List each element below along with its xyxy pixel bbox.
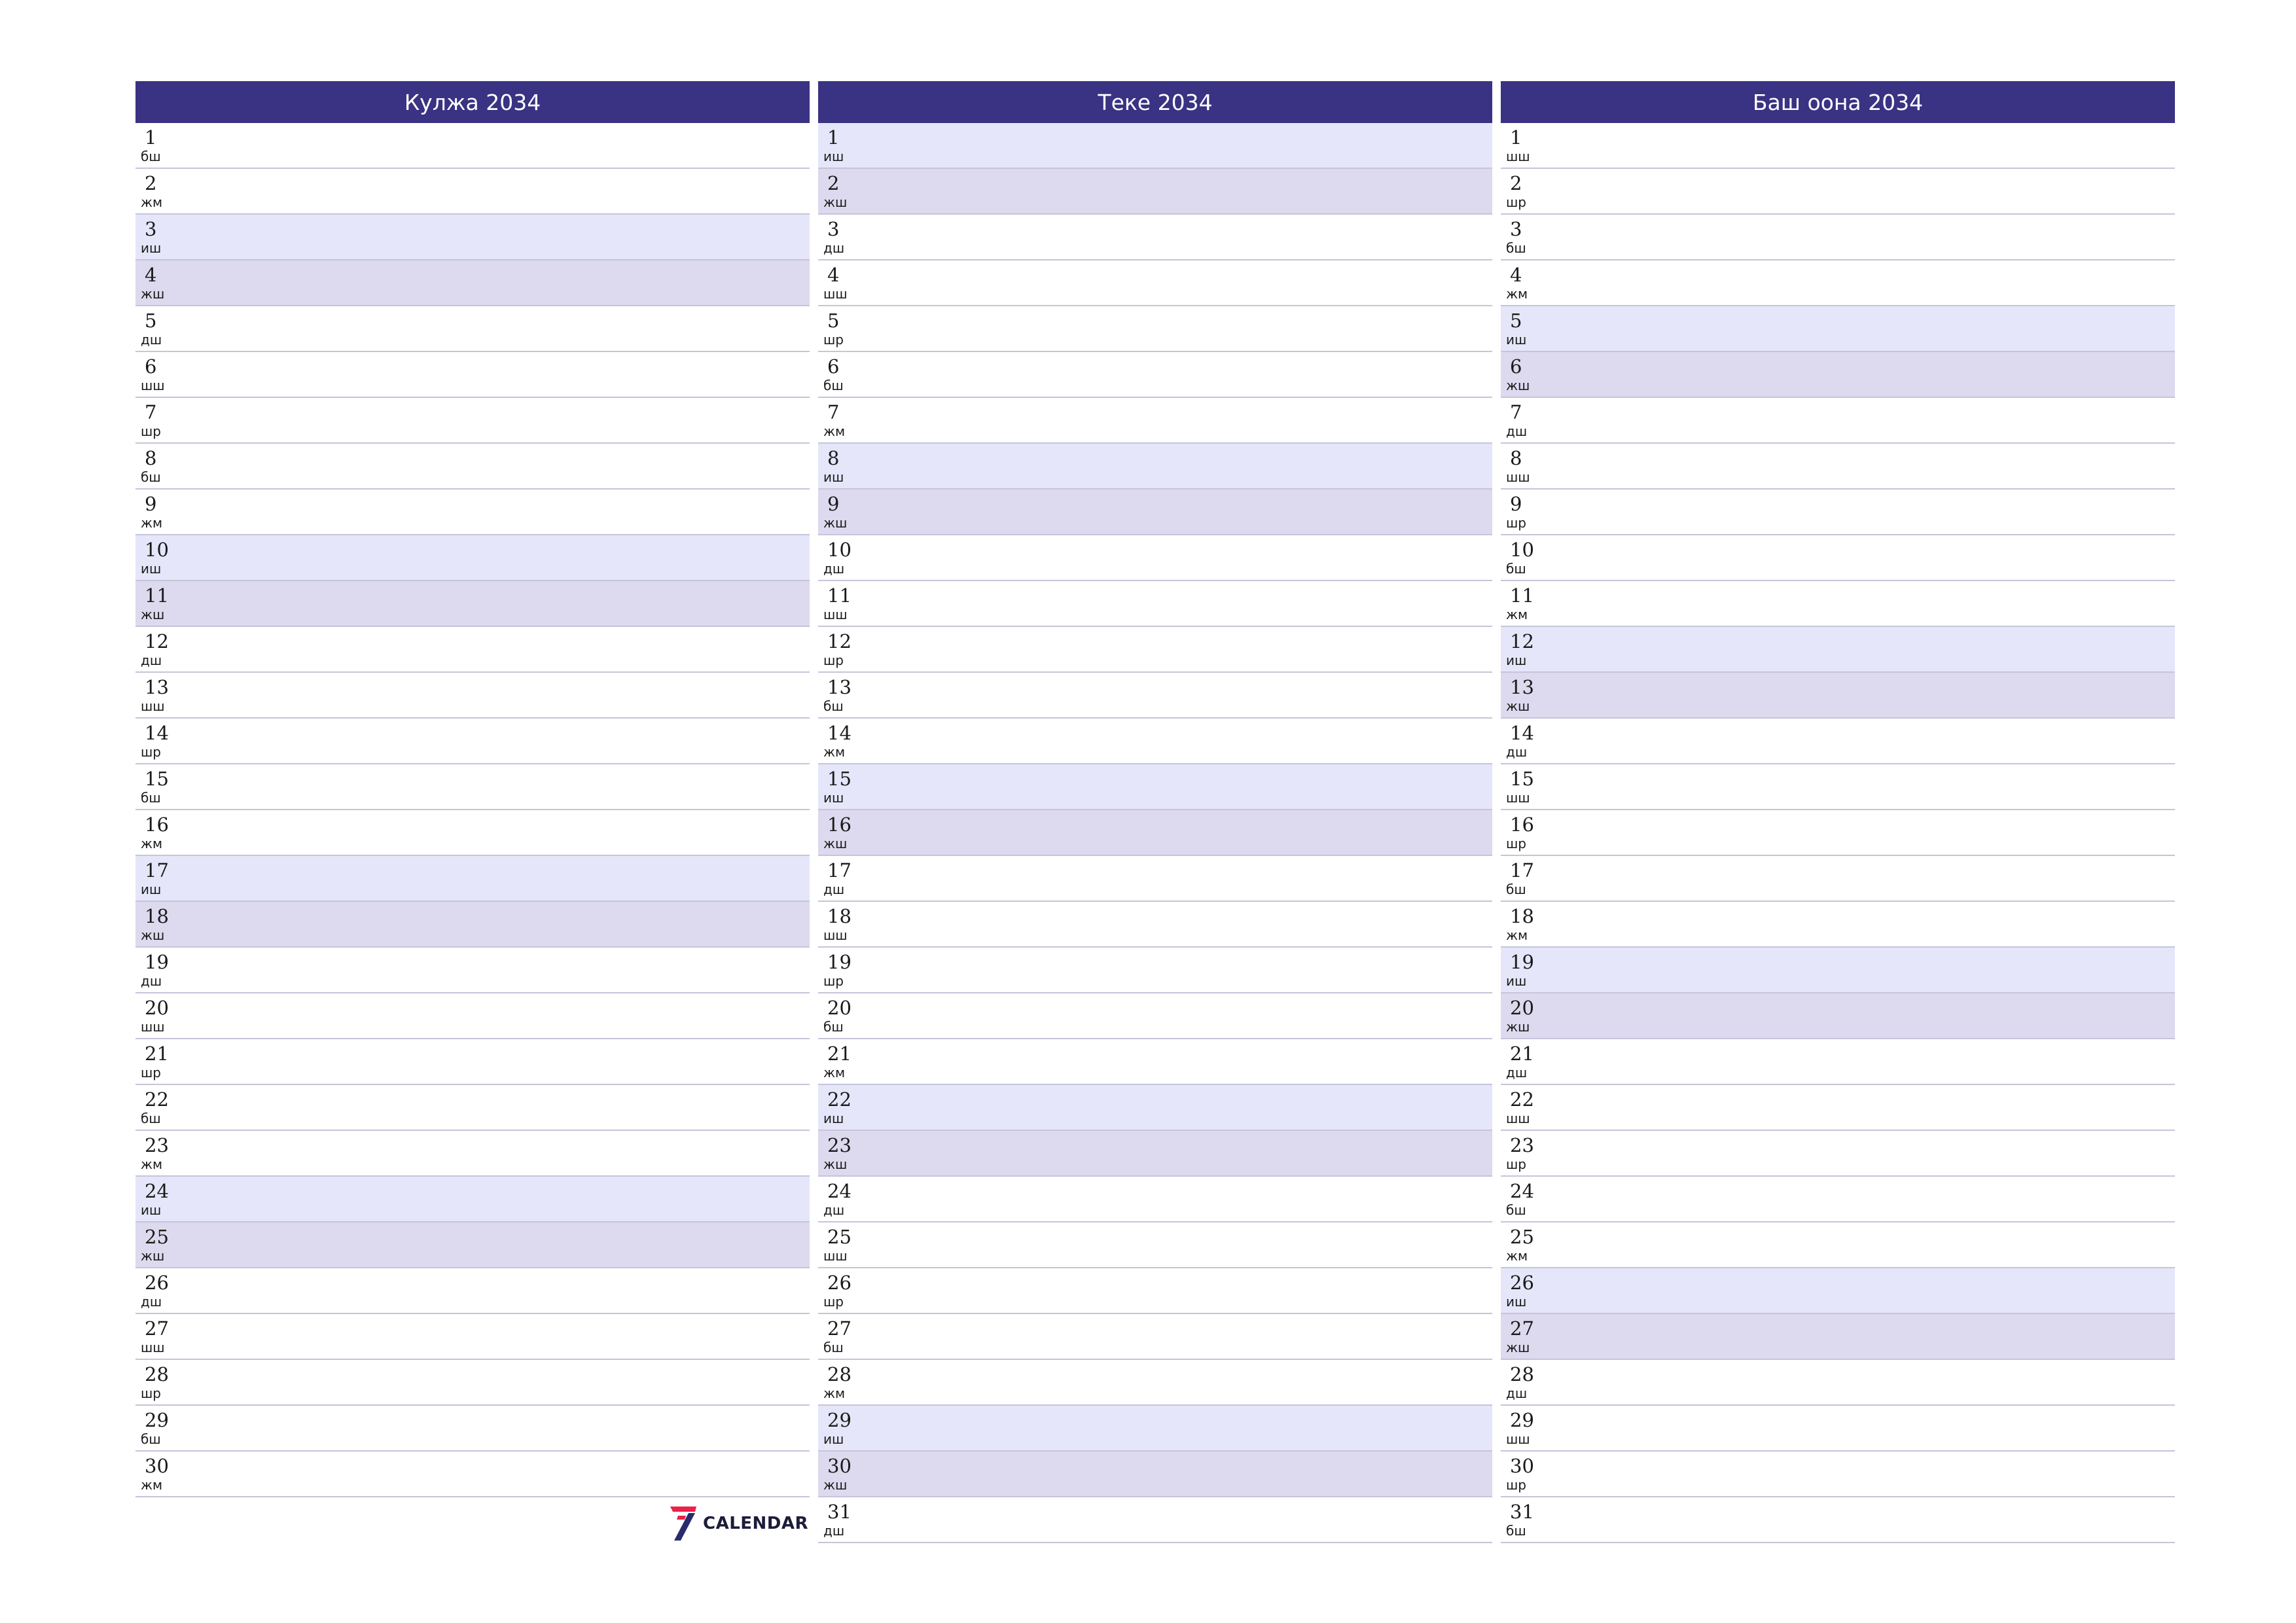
weekday-abbr: бш [823, 1019, 844, 1035]
day-number: 8 [145, 447, 157, 469]
day-row[interactable] [1501, 215, 2175, 260]
weekday-abbr: жш [141, 1248, 165, 1264]
day-row[interactable] [818, 1177, 1492, 1222]
weekday-abbr: шр [823, 652, 844, 668]
day-number: 5 [145, 310, 157, 332]
weekday-abbr: бш [1506, 240, 1526, 256]
day-number: 27 [827, 1317, 852, 1340]
day-row[interactable] [818, 1085, 1492, 1131]
day-row[interactable] [1501, 856, 2175, 902]
day-number: 11 [827, 584, 852, 607]
weekday-abbr: дш [1506, 1385, 1528, 1401]
day-number: 29 [827, 1409, 852, 1431]
day-row[interactable] [1501, 1360, 2175, 1406]
day-number: 17 [827, 859, 852, 882]
day-row[interactable] [135, 260, 810, 306]
month-title: Теке 2034 [1098, 89, 1213, 115]
weekday-abbr: шр [823, 1294, 844, 1310]
day-row[interactable] [818, 1039, 1492, 1085]
day-number: 5 [1510, 310, 1522, 332]
day-row[interactable] [135, 581, 810, 627]
weekday-abbr: жм [823, 744, 846, 760]
weekday-abbr: дш [1506, 423, 1528, 439]
day-number: 18 [145, 905, 169, 927]
weekday-abbr: жш [1506, 1340, 1530, 1355]
month-header [1501, 81, 2175, 123]
day-number: 23 [1510, 1134, 1534, 1156]
day-number: 31 [1510, 1501, 1534, 1523]
day-row[interactable] [1501, 902, 2175, 948]
day-number: 28 [827, 1363, 852, 1385]
weekday-abbr: дш [141, 332, 162, 348]
day-number: 6 [145, 355, 157, 378]
month-header [818, 81, 1492, 123]
day-number: 25 [145, 1226, 169, 1248]
weekday-abbr: жм [141, 515, 163, 531]
day-number: 10 [145, 539, 169, 561]
day-row[interactable] [818, 719, 1492, 764]
day-number: 23 [827, 1134, 852, 1156]
day-row[interactable] [1501, 398, 2175, 444]
day-row[interactable] [818, 1497, 1492, 1543]
weekday-abbr: шш [141, 378, 165, 393]
day-number: 11 [1510, 584, 1534, 607]
day-row[interactable] [135, 1452, 810, 1497]
weekday-abbr: жш [141, 286, 165, 302]
day-number: 3 [145, 218, 157, 240]
day-row[interactable] [135, 993, 810, 1039]
weekday-abbr: шр [1506, 1477, 1526, 1493]
day-row[interactable] [135, 627, 810, 673]
day-number: 12 [1510, 630, 1534, 652]
day-number: 1 [1510, 126, 1522, 149]
weekday-abbr: жш [141, 927, 165, 943]
day-number: 27 [145, 1317, 169, 1340]
day-row[interactable] [1501, 719, 2175, 764]
day-row[interactable] [818, 1452, 1492, 1497]
weekday-abbr: бш [823, 378, 844, 393]
weekday-abbr: жм [141, 1156, 163, 1172]
weekday-abbr: шр [1506, 194, 1526, 210]
weekday-abbr: шш [141, 1340, 165, 1355]
day-number: 27 [1510, 1317, 1534, 1340]
day-number: 8 [827, 447, 840, 469]
day-number: 9 [827, 493, 840, 515]
weekday-abbr: жм [141, 194, 163, 210]
day-row[interactable] [135, 1314, 810, 1360]
weekday-abbr: шш [1506, 1111, 1530, 1126]
day-number: 17 [1510, 859, 1534, 882]
day-number: 23 [145, 1134, 169, 1156]
day-row[interactable] [818, 535, 1492, 581]
day-row[interactable] [1501, 1268, 2175, 1314]
day-number: 18 [827, 905, 852, 927]
day-row[interactable] [818, 444, 1492, 490]
day-number: 13 [827, 676, 852, 698]
weekday-abbr: бш [141, 1431, 161, 1447]
brand-logo[interactable] [669, 1505, 808, 1542]
day-row[interactable] [1501, 1085, 2175, 1131]
day-row[interactable] [135, 948, 810, 993]
day-row[interactable] [1501, 1314, 2175, 1360]
day-number: 14 [827, 722, 852, 744]
weekday-abbr: жм [823, 1065, 846, 1080]
day-number: 15 [1510, 768, 1534, 790]
day-row[interactable] [1501, 260, 2175, 306]
month-column-3 [1501, 81, 2175, 1543]
day-number: 19 [145, 951, 169, 973]
day-row[interactable] [818, 1360, 1492, 1406]
day-number: 10 [827, 539, 852, 561]
day-row[interactable] [1501, 169, 2175, 215]
day-number: 31 [827, 1501, 852, 1523]
day-number: 20 [1510, 997, 1534, 1019]
day-row[interactable] [135, 306, 810, 352]
day-row[interactable] [135, 352, 810, 398]
logo-text: CALENDAR [703, 1514, 809, 1533]
weekday-abbr: дш [823, 561, 845, 577]
day-row[interactable] [1501, 1406, 2175, 1452]
day-row[interactable] [1501, 1131, 2175, 1177]
day-row[interactable] [135, 1222, 810, 1268]
weekday-abbr: иш [1506, 973, 1527, 989]
month-title: Баш оона 2034 [1752, 89, 1924, 115]
weekday-abbr: иш [141, 240, 162, 256]
day-number: 22 [145, 1088, 169, 1111]
day-number: 15 [827, 768, 852, 790]
weekday-abbr: шш [141, 1019, 165, 1035]
weekday-abbr: жш [1506, 698, 1530, 714]
day-number: 30 [827, 1455, 852, 1477]
day-number: 3 [1510, 218, 1522, 240]
weekday-abbr: иш [823, 1431, 844, 1447]
day-row[interactable] [818, 215, 1492, 260]
day-number: 12 [145, 630, 169, 652]
weekday-abbr: дш [823, 1523, 845, 1539]
day-row[interactable] [818, 581, 1492, 627]
weekday-abbr: шр [141, 423, 161, 439]
day-number: 2 [1510, 172, 1522, 194]
day-row[interactable] [1501, 810, 2175, 856]
weekday-abbr: дш [1506, 1065, 1528, 1080]
day-list [818, 123, 1492, 1543]
day-number: 24 [827, 1180, 852, 1202]
day-number: 7 [145, 401, 157, 423]
day-number: 11 [145, 584, 169, 607]
weekday-abbr: шр [141, 1065, 161, 1080]
day-number: 9 [1510, 493, 1522, 515]
day-number: 10 [1510, 539, 1534, 561]
weekday-abbr: шр [141, 1385, 161, 1401]
day-number: 24 [145, 1180, 169, 1202]
day-row[interactable] [818, 627, 1492, 673]
day-number: 21 [1510, 1043, 1534, 1065]
day-row[interactable] [1501, 123, 2175, 169]
weekday-abbr: шр [1506, 836, 1526, 851]
weekday-abbr: жм [1506, 1248, 1528, 1264]
day-number: 4 [1510, 264, 1522, 286]
day-row[interactable] [818, 398, 1492, 444]
day-number: 14 [145, 722, 169, 744]
weekday-abbr: иш [141, 1202, 162, 1218]
day-number: 13 [145, 676, 169, 698]
day-number: 29 [1510, 1409, 1534, 1431]
day-number: 19 [1510, 951, 1534, 973]
weekday-abbr: жш [1506, 1019, 1530, 1035]
weekday-abbr: шш [1506, 790, 1530, 806]
weekday-abbr: жш [823, 194, 848, 210]
day-row[interactable] [135, 123, 810, 169]
weekday-abbr: иш [823, 1111, 844, 1126]
day-row[interactable] [818, 948, 1492, 993]
weekday-abbr: дш [823, 1202, 845, 1218]
weekday-abbr: шш [1506, 469, 1530, 485]
day-number: 7 [1510, 401, 1522, 423]
weekday-abbr: бш [141, 1111, 161, 1126]
day-number: 25 [1510, 1226, 1534, 1248]
day-number: 13 [1510, 676, 1534, 698]
day-number: 26 [827, 1272, 852, 1294]
weekday-abbr: жш [1506, 378, 1530, 393]
day-row[interactable] [135, 902, 810, 948]
day-number: 21 [145, 1043, 169, 1065]
day-row[interactable] [818, 764, 1492, 810]
day-row[interactable] [818, 1314, 1492, 1360]
day-row[interactable] [1501, 1039, 2175, 1085]
day-number: 22 [1510, 1088, 1534, 1111]
weekday-abbr: бш [141, 469, 161, 485]
day-row[interactable] [135, 1131, 810, 1177]
weekday-abbr: бш [1506, 1202, 1526, 1218]
weekday-abbr: жш [141, 607, 165, 622]
weekday-abbr: шш [823, 607, 848, 622]
day-number: 19 [827, 951, 852, 973]
weekday-abbr: дш [823, 882, 845, 897]
day-row[interactable] [135, 1268, 810, 1314]
day-number: 2 [827, 172, 840, 194]
day-row[interactable] [818, 856, 1492, 902]
weekday-abbr: шш [823, 1248, 848, 1264]
day-list [135, 123, 810, 1497]
day-number: 2 [145, 172, 157, 194]
day-row[interactable] [135, 535, 810, 581]
day-row[interactable] [135, 444, 810, 490]
day-number: 4 [827, 264, 840, 286]
day-row[interactable] [1501, 673, 2175, 719]
weekday-abbr: шр [823, 332, 844, 348]
day-row[interactable] [818, 1131, 1492, 1177]
weekday-abbr: дш [1506, 744, 1528, 760]
day-row[interactable] [818, 1222, 1492, 1268]
day-row[interactable] [135, 719, 810, 764]
day-row[interactable] [1501, 490, 2175, 535]
weekday-abbr: жм [823, 1385, 846, 1401]
weekday-abbr: иш [823, 149, 844, 164]
day-number: 18 [1510, 905, 1534, 927]
day-row[interactable] [1501, 352, 2175, 398]
weekday-abbr: шш [823, 286, 848, 302]
weekday-abbr: дш [141, 973, 162, 989]
day-row[interactable] [1501, 1452, 2175, 1497]
day-number: 15 [145, 768, 169, 790]
day-row[interactable] [135, 1360, 810, 1406]
day-number: 28 [145, 1363, 169, 1385]
day-row[interactable] [818, 123, 1492, 169]
weekday-abbr: шр [1506, 1156, 1526, 1172]
weekday-abbr: бш [141, 149, 161, 164]
day-number: 3 [827, 218, 840, 240]
day-row[interactable] [818, 1268, 1492, 1314]
day-number: 22 [827, 1088, 852, 1111]
weekday-abbr: жм [823, 423, 846, 439]
day-number: 16 [145, 813, 169, 836]
weekday-abbr: шр [141, 744, 161, 760]
weekday-abbr: бш [1506, 882, 1526, 897]
weekday-abbr: дш [823, 240, 845, 256]
day-number: 24 [1510, 1180, 1534, 1202]
day-number: 17 [145, 859, 169, 882]
day-number: 8 [1510, 447, 1522, 469]
weekday-abbr: жм [1506, 286, 1528, 302]
day-number: 16 [1510, 813, 1534, 836]
weekday-abbr: бш [141, 790, 161, 806]
weekday-abbr: дш [141, 652, 162, 668]
day-row[interactable] [135, 810, 810, 856]
day-row[interactable] [818, 1406, 1492, 1452]
month-header [135, 81, 810, 123]
day-number: 7 [827, 401, 840, 423]
day-row[interactable] [135, 1177, 810, 1222]
day-number: 6 [827, 355, 840, 378]
day-row[interactable] [818, 673, 1492, 719]
weekday-abbr: иш [1506, 652, 1527, 668]
month-title: Кулжа 2034 [404, 89, 541, 115]
day-number: 26 [145, 1272, 169, 1294]
day-row[interactable] [1501, 764, 2175, 810]
day-row[interactable] [818, 260, 1492, 306]
weekday-abbr: дш [141, 1294, 162, 1310]
day-number: 20 [145, 997, 169, 1019]
day-row[interactable] [1501, 627, 2175, 673]
day-row[interactable] [135, 856, 810, 902]
day-number: 21 [827, 1043, 852, 1065]
weekday-abbr: иш [1506, 1294, 1527, 1310]
day-row[interactable] [135, 398, 810, 444]
weekday-abbr: жм [141, 836, 163, 851]
weekday-abbr: иш [1506, 332, 1527, 348]
weekday-abbr: шр [823, 973, 844, 989]
day-number: 9 [145, 493, 157, 515]
day-number: 5 [827, 310, 840, 332]
weekday-abbr: иш [823, 790, 844, 806]
day-row[interactable] [1501, 535, 2175, 581]
day-number: 16 [827, 813, 852, 836]
day-number: 25 [827, 1226, 852, 1248]
weekday-abbr: бш [823, 698, 844, 714]
day-row[interactable] [135, 673, 810, 719]
day-row[interactable] [1501, 993, 2175, 1039]
month-column-1 [135, 81, 810, 1497]
day-row[interactable] [818, 169, 1492, 215]
day-row[interactable] [1501, 1177, 2175, 1222]
day-row[interactable] [818, 993, 1492, 1039]
day-row[interactable] [135, 169, 810, 215]
day-row[interactable] [135, 490, 810, 535]
weekday-abbr: бш [823, 1340, 844, 1355]
weekday-abbr: шш [1506, 1431, 1530, 1447]
day-row[interactable] [135, 215, 810, 260]
weekday-abbr: жш [823, 1477, 848, 1493]
day-row[interactable] [135, 1085, 810, 1131]
day-row[interactable] [1501, 1497, 2175, 1543]
weekday-abbr: жм [1506, 927, 1528, 943]
weekday-abbr: шш [823, 927, 848, 943]
day-row[interactable] [818, 352, 1492, 398]
day-row[interactable] [1501, 444, 2175, 490]
weekday-abbr: шш [1506, 149, 1530, 164]
day-row[interactable] [135, 1406, 810, 1452]
day-row[interactable] [818, 306, 1492, 352]
day-row[interactable] [818, 490, 1492, 535]
day-number: 1 [827, 126, 840, 149]
weekday-abbr: жм [141, 1477, 163, 1493]
day-number: 30 [1510, 1455, 1534, 1477]
day-row[interactable] [818, 902, 1492, 948]
day-number: 6 [1510, 355, 1522, 378]
weekday-abbr: шр [1506, 515, 1526, 531]
weekday-abbr: жш [823, 515, 848, 531]
weekday-abbr: бш [1506, 561, 1526, 577]
day-number: 28 [1510, 1363, 1534, 1385]
day-row[interactable] [1501, 948, 2175, 993]
day-number: 14 [1510, 722, 1534, 744]
weekday-abbr: иш [823, 469, 844, 485]
day-row[interactable] [1501, 1222, 2175, 1268]
day-number: 20 [827, 997, 852, 1019]
day-number: 1 [145, 126, 157, 149]
month-column-2 [818, 81, 1492, 1543]
weekday-abbr: иш [141, 882, 162, 897]
day-number: 30 [145, 1455, 169, 1477]
day-row[interactable] [1501, 581, 2175, 627]
weekday-abbr: бш [1506, 1523, 1526, 1539]
day-row[interactable] [135, 764, 810, 810]
weekday-abbr: жш [823, 836, 848, 851]
day-number: 4 [145, 264, 157, 286]
seven-icon [669, 1505, 698, 1542]
weekday-abbr: иш [141, 561, 162, 577]
day-row[interactable] [135, 1039, 810, 1085]
weekday-abbr: шш [141, 698, 165, 714]
day-list [1501, 123, 2175, 1543]
day-number: 26 [1510, 1272, 1534, 1294]
day-number: 12 [827, 630, 852, 652]
weekday-abbr: жш [823, 1156, 848, 1172]
day-number: 29 [145, 1409, 169, 1431]
weekday-abbr: жм [1506, 607, 1528, 622]
day-row[interactable] [1501, 306, 2175, 352]
day-row[interactable] [818, 810, 1492, 856]
